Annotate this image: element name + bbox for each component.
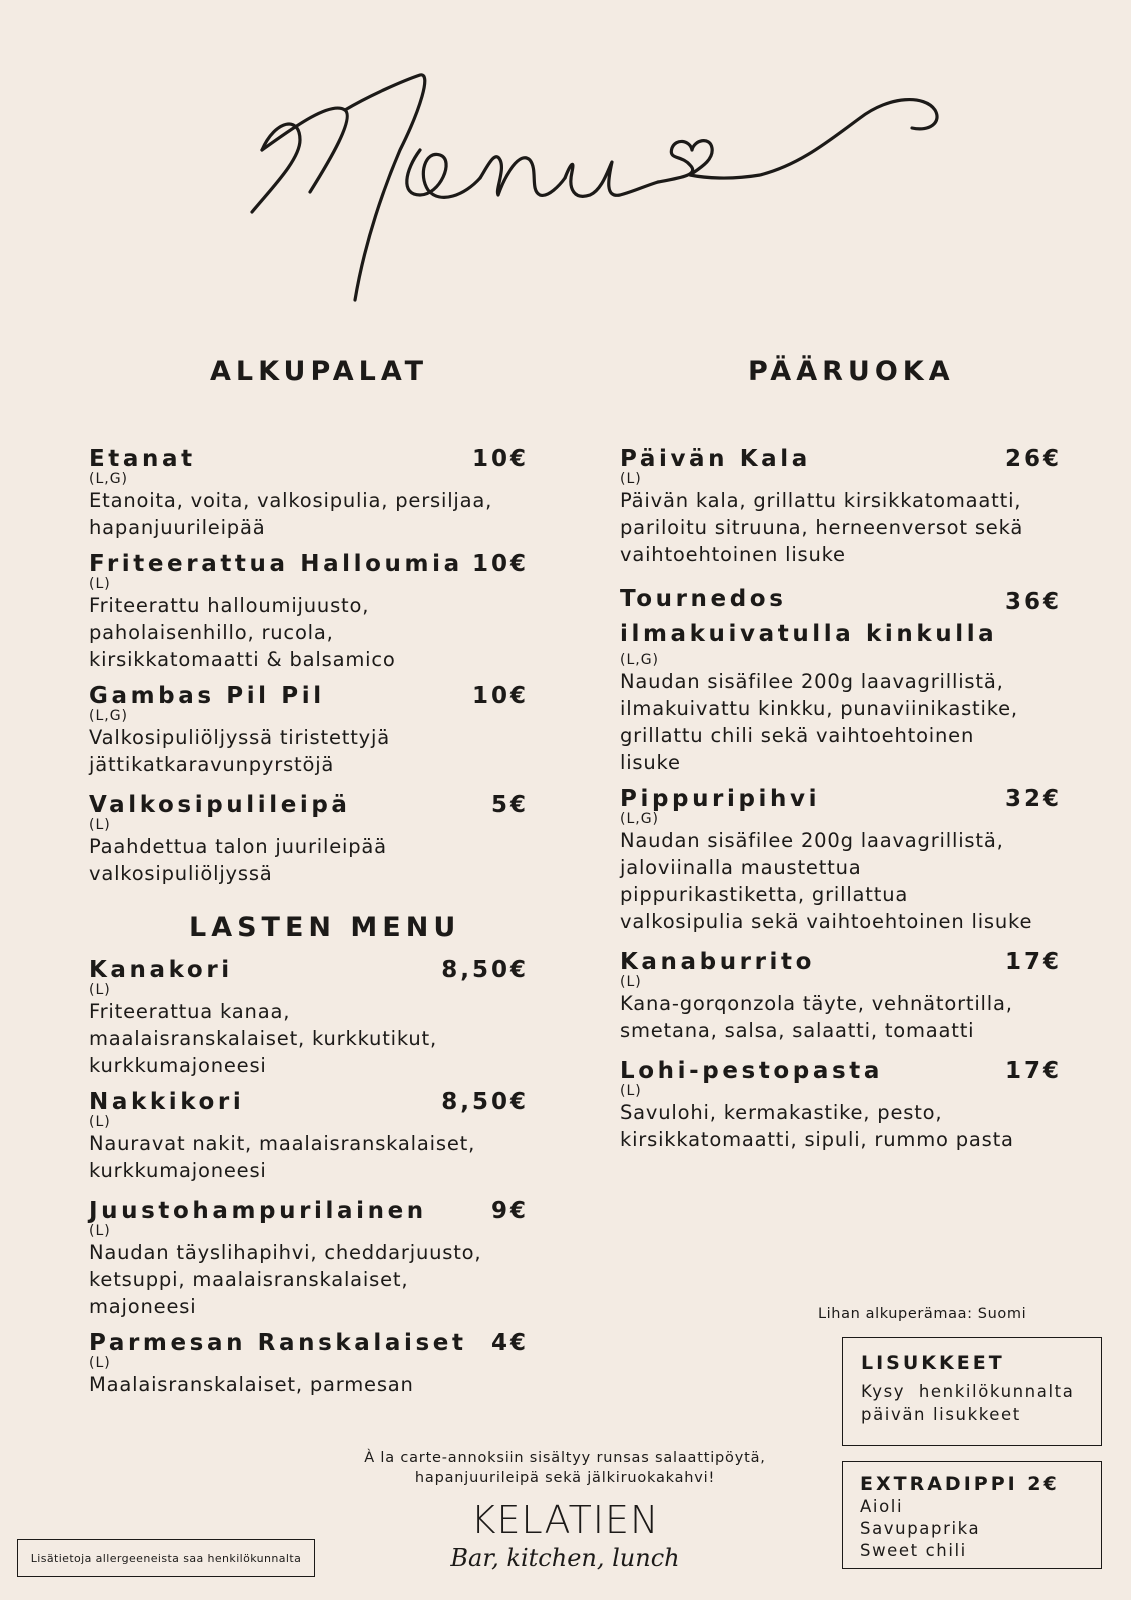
item-name: Päivän Kala xyxy=(620,446,811,472)
mains-list xyxy=(620,443,1062,1153)
item-price: 26€ xyxy=(1004,446,1062,472)
menu-item xyxy=(89,1195,529,1320)
item-tags: (L,G) xyxy=(89,471,129,487)
item-tags: (L,G) xyxy=(620,652,660,668)
item-tags: (L) xyxy=(89,1223,111,1239)
item-price: 32€ xyxy=(1004,786,1062,812)
menu-item xyxy=(89,548,529,673)
item-desc: Naudan täyslihapihvi, cheddarjuusto, ketsuppi, maalaisranskalaiset, majoneesi xyxy=(89,1241,482,1318)
item-tags: (L) xyxy=(620,471,642,487)
item-price: 8,50€ xyxy=(441,957,529,983)
salad-buffet-note: À la carte-annoksiin sisältyy runsas salaattipöytä, hapanjuurileipä sekä jälkiruokakahvi! xyxy=(364,1450,766,1486)
menu-item xyxy=(89,789,529,887)
item-name: Kanakori xyxy=(89,957,233,983)
menu-item xyxy=(89,954,529,1079)
item-price: 10€ xyxy=(471,683,529,709)
item-desc: Päivän kala, grillattu kirsikkatomaatti, pariloitu sitruuna, herneenversot sekä vaihtoehtoinen lisuke xyxy=(620,489,1024,566)
sides-title: LISUKKEET xyxy=(861,1352,1005,1374)
item-name: Lohi-pestopasta xyxy=(620,1058,883,1084)
allergen-box xyxy=(17,1539,315,1577)
item-desc: Nauravat nakit, maalaisranskalaiset, kurkkumajoneesi xyxy=(89,1132,476,1182)
meat-origin-note: Lihan alkuperämaa: Suomi xyxy=(818,1306,1027,1322)
item-name: Friteerattua Halloumia xyxy=(89,551,463,577)
menu-item xyxy=(620,583,1062,776)
item-price: 5€ xyxy=(490,792,529,818)
list-item: Savupaprika xyxy=(860,1519,981,1538)
item-name: Tournedos xyxy=(620,586,787,612)
menu-item xyxy=(89,680,529,778)
item-tags: (L) xyxy=(620,974,642,990)
item-name: Kanaburrito xyxy=(620,949,816,975)
kids-list xyxy=(89,954,529,1398)
sides-box xyxy=(842,1337,1102,1446)
menu-item xyxy=(89,1086,529,1184)
item-name: Parmesan Ranskalaiset xyxy=(89,1330,467,1356)
item-price: 8,50€ xyxy=(441,1089,529,1115)
item-desc: Naudan sisäfilee 200g laavagrillistä, jaloviinalla maustettua pippurikastiketta, grillattua valkosipulia sekä vaihtoehtoinen lisuke xyxy=(620,829,1033,933)
item-desc: Paahdettua talon juurileipää valkosipuliöljyssä xyxy=(89,835,387,885)
menu-item xyxy=(620,783,1062,935)
allergen-note: Lisätietoja allergeeneista saa henkilökunnalta xyxy=(30,1551,302,1565)
item-price: 10€ xyxy=(471,446,529,472)
extradip-list xyxy=(860,1496,1084,1562)
item-tags: (L) xyxy=(89,982,111,998)
item-name: Juustohampurilainen xyxy=(89,1198,427,1224)
item-desc: Maalaisranskalaiset, parmesan xyxy=(89,1373,414,1396)
item-desc: Friteerattu halloumijuusto, paholaisenhillo, rucola, kirsikkatomaatti & balsamico xyxy=(89,594,396,671)
item-tags: (L,G) xyxy=(620,811,660,827)
extradip-title: EXTRADIPPI 2€ xyxy=(860,1473,1060,1495)
item-desc: Kana-gorqonzola täyte, vehnätortilla, smetana, salsa, salaatti, tomaatti xyxy=(620,992,1013,1042)
kids-heading: LASTEN MENU xyxy=(189,912,461,943)
item-tags: (L,G) xyxy=(89,708,129,724)
item-desc: Friteerattua kanaa, maalaisranskalaiset, kurkkutikut, kurkkumajoneesi xyxy=(89,1000,437,1077)
item-name: Nakkikori xyxy=(89,1089,245,1115)
list-item: Sweet chili xyxy=(860,1541,967,1560)
item-desc: Valkosipuliöljyssä tiristettyjä jättikatkaravunpyrstöjä xyxy=(89,726,390,776)
starters-heading: ALKUPALAT xyxy=(210,356,429,387)
item-name: Valkosipulileipä xyxy=(89,792,351,818)
mains-heading: PÄÄRUOKA xyxy=(748,356,955,387)
item-tags: (L) xyxy=(89,576,111,592)
item-desc: Etanoita, voita, valkosipulia, persiljaa, hapanjuurileipää xyxy=(89,489,493,539)
menu-item xyxy=(89,1327,529,1398)
item-name: Pippuripihvi xyxy=(620,786,821,812)
brand-tagline: Bar, kitchen, lunch xyxy=(450,1544,680,1572)
item-price: 17€ xyxy=(1004,1058,1062,1084)
extradip-box xyxy=(842,1461,1102,1569)
starters-list xyxy=(89,443,529,887)
item-price: 4€ xyxy=(490,1330,529,1356)
item-price: 17€ xyxy=(1004,949,1062,975)
item-price: 36€ xyxy=(1004,589,1062,615)
item-price: 9€ xyxy=(490,1198,529,1224)
item-name: Gambas Pil Pil xyxy=(89,683,325,709)
brand-name: KELATIEN xyxy=(470,1498,660,1542)
list-item: Aioli xyxy=(860,1497,904,1516)
item-tags: (L) xyxy=(89,817,111,833)
item-tags: (L) xyxy=(89,1114,111,1130)
menu-item xyxy=(620,946,1062,1044)
menu-title-script xyxy=(0,0,1131,330)
item-desc: Naudan sisäfilee 200g laavagrillistä, ilmakuivattu kinkku, punaviinikastike, grillattu chili sekä vaihtoehtoinen lisuke xyxy=(620,670,1018,774)
item-price: 10€ xyxy=(471,551,529,577)
item-name-line2: ilmakuivatulla kinkulla xyxy=(620,621,998,647)
menu-item xyxy=(620,443,1062,568)
menu-item xyxy=(89,443,529,541)
menu-item xyxy=(620,1055,1062,1153)
sides-text: Kysy henkilökunnalta päivän lisukkeet xyxy=(861,1382,1075,1424)
item-name: Etanat xyxy=(89,446,196,472)
item-desc: Savulohi, kermakastike, pesto, kirsikkatomaatti, sipuli, rummo pasta xyxy=(620,1101,1014,1151)
item-tags: (L) xyxy=(89,1355,111,1371)
item-tags: (L) xyxy=(620,1083,642,1099)
